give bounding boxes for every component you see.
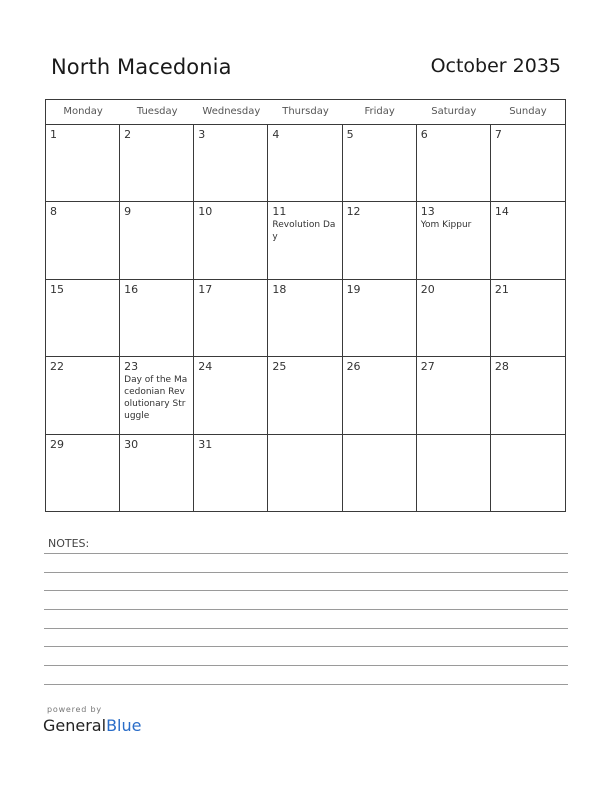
weekday-saturday: Saturday (431, 106, 477, 117)
day-cell (46, 357, 120, 433)
day-number: 2 (124, 128, 132, 141)
day-number: 17 (198, 282, 213, 296)
brand-blue: Blue (106, 716, 142, 735)
day-number: 3 (198, 128, 206, 141)
page-title: North Macedonia (51, 55, 232, 79)
day-number: 31 (198, 437, 213, 451)
brand-general: General (43, 716, 107, 735)
notes-line (44, 628, 568, 629)
day-cell (417, 357, 491, 433)
week-row (46, 202, 565, 279)
day-number: 23 (124, 360, 139, 374)
day-cell (491, 202, 565, 278)
month-title: October 2035 (430, 55, 561, 77)
day-number: 25 (272, 360, 287, 374)
day-cell (194, 202, 268, 278)
day-cell (268, 435, 342, 512)
day-cell (46, 202, 120, 278)
day-cell (343, 125, 417, 201)
day-cell (343, 280, 417, 356)
day-number: 5 (346, 128, 354, 141)
notes-line (44, 684, 568, 685)
day-cell (46, 435, 120, 512)
calendar-grid (45, 99, 566, 512)
day-number: 10 (198, 205, 213, 219)
day-cell (343, 435, 417, 512)
day-cell (120, 357, 194, 433)
day-number: 30 (124, 437, 139, 451)
day-cell (491, 125, 565, 201)
day-number: 4 (272, 128, 280, 141)
day-cell (120, 202, 194, 278)
notes-line (44, 665, 568, 666)
day-number: 8 (50, 205, 57, 219)
day-cell (417, 202, 491, 278)
day-number: 11 (272, 205, 287, 219)
day-cell (268, 125, 342, 201)
notes-line (44, 553, 568, 554)
day-cell (120, 280, 194, 356)
day-number: 29 (50, 437, 64, 451)
week-row (46, 125, 565, 202)
day-cell (120, 435, 194, 512)
day-number: 7 (494, 128, 502, 141)
day-cell (417, 280, 491, 356)
day-cell (491, 357, 565, 433)
day-number: 14 (494, 205, 509, 219)
week-row (46, 435, 565, 512)
day-number: 16 (124, 282, 139, 296)
day-number: 13 (420, 205, 435, 219)
day-cell (46, 125, 120, 201)
notes-line (44, 609, 568, 610)
day-cell (46, 280, 120, 356)
day-cell (268, 202, 342, 278)
day-cell (268, 357, 342, 433)
day-cell (194, 435, 268, 512)
day-cell (194, 280, 268, 356)
day-cell (343, 357, 417, 433)
notes-line (44, 590, 568, 591)
day-cell (194, 357, 268, 433)
day-cell (417, 435, 491, 512)
day-number: 9 (124, 205, 132, 219)
day-number: 27 (420, 360, 435, 374)
day-cell (491, 280, 565, 356)
weekday-monday: Monday (63, 106, 103, 117)
notes-line (44, 572, 568, 573)
day-cell (268, 280, 342, 356)
brand-logo[interactable] (43, 716, 141, 735)
notes-label: NOTES: (48, 537, 90, 550)
weekday-sunday: Sunday (509, 106, 547, 117)
day-number: 24 (198, 360, 213, 374)
weekday-friday: Friday (364, 106, 395, 117)
holiday-label: Day of the Macedonian Revolutionary Struggle (124, 375, 188, 422)
weekday-wednesday: Wednesday (202, 106, 261, 117)
day-number: 12 (346, 205, 361, 219)
day-number: 19 (346, 282, 361, 296)
day-number: 28 (494, 360, 509, 374)
day-number: 20 (420, 282, 435, 296)
day-number: 6 (420, 128, 428, 141)
day-cell (120, 125, 194, 201)
day-number: 18 (272, 282, 287, 296)
powered-by: powered by (47, 705, 102, 714)
weekday-tuesday: Tuesday (136, 106, 178, 117)
week-row (46, 280, 565, 357)
holiday-label: Revolution Day (272, 220, 336, 243)
week-row (46, 357, 565, 434)
weekday-thursday: Thursday (282, 106, 329, 117)
day-number: 21 (494, 282, 509, 296)
day-cell (343, 202, 417, 278)
day-cell (194, 125, 268, 201)
day-number: 1 (50, 128, 57, 141)
day-cell (417, 125, 491, 201)
day-number: 15 (50, 282, 64, 296)
weekday-header (46, 100, 565, 125)
day-number: 26 (346, 360, 361, 374)
weeks (46, 125, 565, 512)
notes-line (44, 646, 568, 647)
day-number: 22 (50, 360, 64, 374)
day-cell (491, 435, 565, 512)
holiday-label: Yom Kippur (420, 220, 472, 231)
